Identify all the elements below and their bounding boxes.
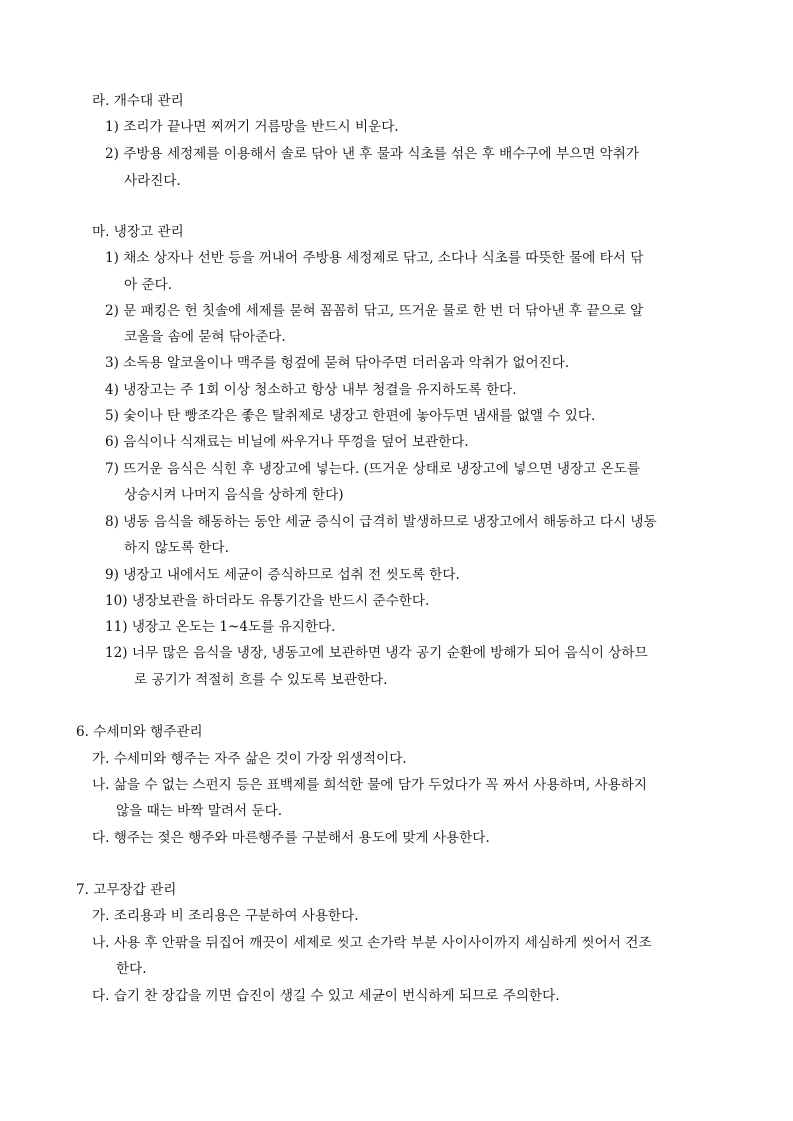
list-item-continuation: 않을 때는 바짝 말려서 둔다. xyxy=(116,803,283,819)
list-item: 가. 조리용과 비 조리용은 구분하여 사용한다. xyxy=(92,908,359,924)
list-item: 10) 냉장보관을 하더라도 유통기간을 반드시 준수한다. xyxy=(105,593,430,609)
list-item: 1) 채소 상자나 선반 등을 꺼내어 주방용 세정제로 닦고, 소다나 식초를 따뜻한 물에 타서 닦 xyxy=(105,250,644,266)
list-item: 5) 숯이나 탄 빵조각은 좋은 탈취제로 냉장고 한편에 놓아두면 냄새를 없앨 수 있다. xyxy=(105,408,596,424)
list-item: 나. 사용 후 안팎을 뒤집어 깨끗이 세제로 씻고 손가락 부분 사이사이까지 세심하게 씻어서 건조 xyxy=(92,935,652,951)
list-item: 나. 삶을 수 없는 스펀지 등은 표백제를 희석한 물에 담가 두었다가 꼭 짜서 사용하며, 사용하지 xyxy=(92,777,648,793)
list-item: 2) 문 패킹은 헌 칫솔에 세제를 묻혀 꼼꼼히 닦고, 뜨거운 물로 한 번 더 닦아낸 후 끝으로 알 xyxy=(105,303,644,319)
list-item: 다. 행주는 젖은 행주와 마른행주를 구분해서 용도에 맞게 사용한다. xyxy=(92,830,490,846)
section-heading-sink: 라. 개수대 관리 xyxy=(92,93,184,109)
list-item: 8) 냉동 음식을 해동하는 동안 세균 증식이 급격히 발생하므로 냉장고에서 해동하고 다시 냉동 xyxy=(105,514,657,530)
section-heading-scrubber: 6. 수세미와 행주관리 xyxy=(76,724,203,740)
list-item-continuation: 사라진다. xyxy=(124,173,181,189)
list-item-continuation: 한다. xyxy=(116,961,147,977)
list-item: 9) 냉장고 내에서도 세균이 증식하므로 섭취 전 씻도록 한다. xyxy=(105,567,460,583)
list-item: 11) 냉장고 온도는 1~4도를 유지한다. xyxy=(105,619,336,635)
list-item-continuation: 아 준다. xyxy=(124,277,173,293)
list-item-continuation: 하지 않도록 한다. xyxy=(124,540,229,556)
list-item: 4) 냉장고는 주 1회 이상 청소하고 항상 내부 청결을 유지하도록 한다. xyxy=(105,382,517,398)
list-item: 12) 너무 많은 음식을 냉장, 냉동고에 보관하면 냉각 공기 순환에 방해가 되어 음식이 상하므 xyxy=(105,645,648,661)
list-item: 6) 음식이나 식재료는 비닐에 싸우거나 뚜껑을 덮어 보관한다. xyxy=(105,434,469,450)
list-item: 1) 조리가 끝나면 찌꺼기 거름망을 반드시 비운다. xyxy=(105,119,399,135)
list-item: 2) 주방용 세정제를 이용해서 솔로 닦아 낸 후 물과 식초를 섞은 후 배수구에 부으면 악취가 xyxy=(105,146,640,162)
list-item-continuation: 상승시켜 나머지 음식을 상하게 한다) xyxy=(124,487,344,503)
list-item-continuation: 코올을 솜에 묻혀 닦아준다. xyxy=(124,329,286,345)
list-item: 다. 습기 찬 장갑을 끼면 습진이 생길 수 있고 세균이 번식하게 되므로 주의한다. xyxy=(92,988,560,1004)
list-item: 3) 소독용 알코올이나 맥주를 헝겊에 묻혀 닦아주면 더러움과 악취가 없어진다. xyxy=(105,355,570,371)
list-item: 가. 수세미와 행주는 자주 삶은 것이 가장 위생적이다. xyxy=(92,751,407,767)
list-item-continuation: 로 공기가 적절히 흐를 수 있도록 보관한다. xyxy=(134,672,388,688)
section-heading-gloves: 7. 고무장갑 관리 xyxy=(76,882,177,898)
section-heading-refrigerator: 마. 냉장고 관리 xyxy=(92,224,184,240)
list-item: 7) 뜨거운 음식은 식힌 후 냉장고에 넣는다. (뜨거운 상태로 냉장고에 넣으면 냉장고 온도를 xyxy=(105,461,641,477)
